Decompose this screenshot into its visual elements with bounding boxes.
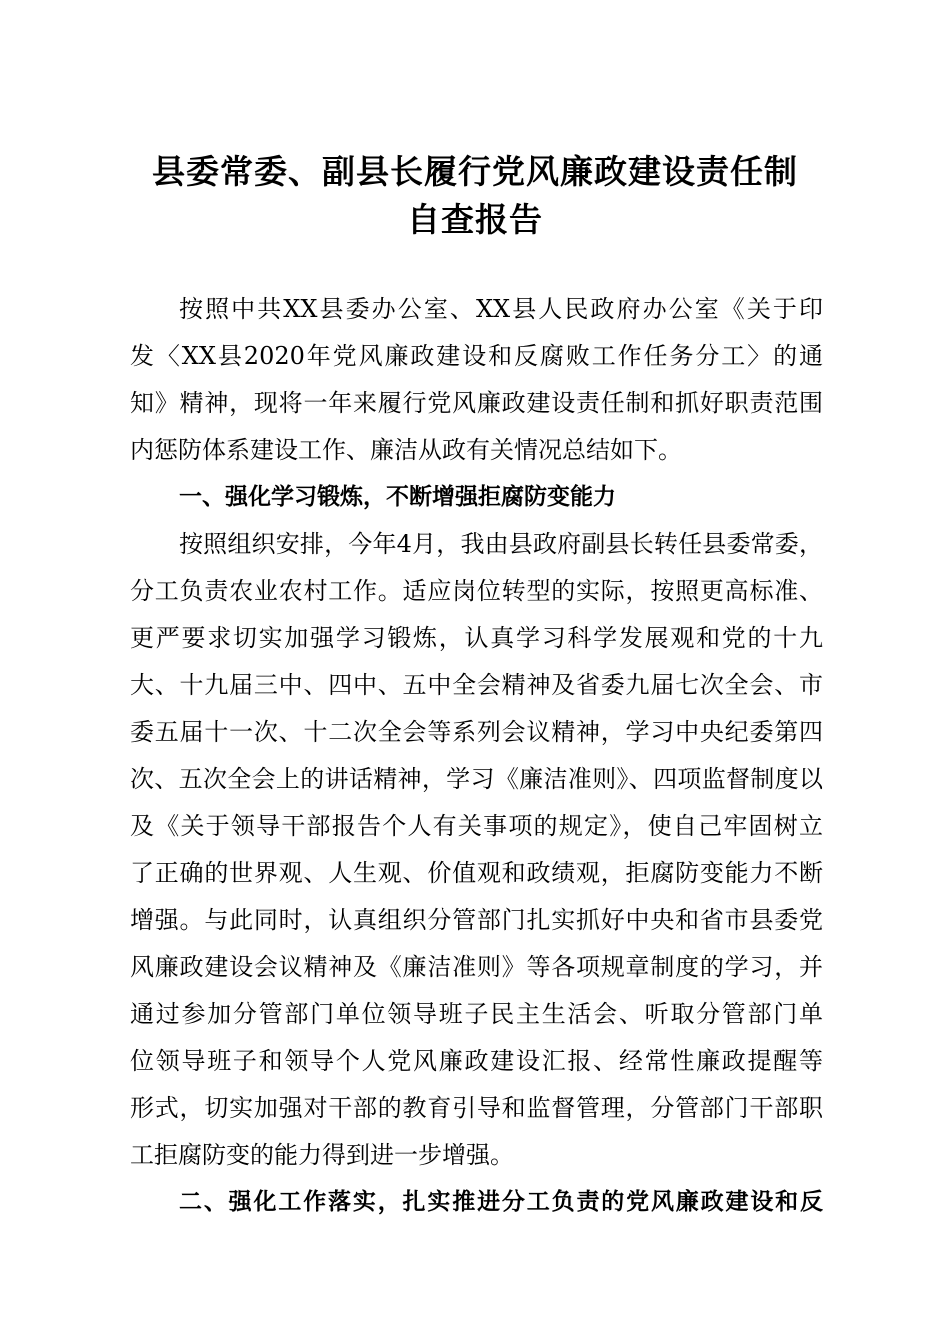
section-1-line: 增强。与此同时，认真组织分管部门扎实抓好中央和省市县委党 (130, 906, 823, 934)
section-1-line: 分工负责农业农村工作。适应岗位转型的实际，按照更高标准、 (130, 577, 823, 605)
section-1-line: 风廉政建设会议精神及《廉洁准则》等各项规章制度的学习，并 (130, 953, 823, 981)
section-1-line: 位领导班子和领导个人党风廉政建设汇报、经常性廉政提醒等 (130, 1047, 823, 1075)
document-title-line-2: 自查报告 (407, 200, 543, 239)
section-1-line: 更严要求切实加强学习锻炼，认真学习科学发展观和党的十九 (130, 624, 823, 652)
intro-line: 按照中共XX县委办公室、XX县人民政府办公室《关于印 (179, 295, 823, 323)
section-1-line: 形式，切实加强对干部的教育引导和监督管理，分管部门干部职 (130, 1094, 823, 1122)
section-1-line: 通过参加分管部门单位领导班子民主生活会、听取分管部门单 (130, 1000, 823, 1028)
section-1-line: 次、五次全会上的讲话精神，学习《廉洁准则》、四项监督制度以 (130, 765, 823, 793)
section-1-line: 委五届十一次、十二次全会等系列会议精神，学习中央纪委第四 (130, 718, 823, 746)
section-1-heading: 一、强化学习锻炼，不断增强拒腐防变能力 (179, 484, 616, 510)
section-1-line: 了正确的世界观、人生观、价值观和政绩观，拒腐防变能力不断 (130, 859, 823, 887)
intro-line: 发〈XX县2020年党风廉政建设和反腐败工作任务分工〉的通 (130, 342, 823, 370)
section-1-line: 工拒腐防变的能力得到进一步增强。 (130, 1141, 514, 1169)
intro-line: 内惩防体系建设工作、廉洁从政有关情况总结如下。 (130, 436, 682, 464)
intro-line: 知》精神，现将一年来履行党风廉政建设责任制和抓好职责范围 (130, 389, 823, 417)
section-1-line: 按照组织安排，今年4月，我由县政府副县长转任县委常委， (179, 530, 823, 558)
document-title-line-1: 县委常委、副县长履行党风廉政建设责任制 (152, 152, 798, 191)
section-1-line: 及《关于领导干部报告个人有关事项的规定》，使自己牢固树立 (130, 812, 823, 840)
section-1-line: 大、十九届三中、四中、五中全会精神及省委九届七次全会、市 (130, 671, 823, 699)
section-2-heading: 二、强化工作落实，扎实推进分工负责的党风廉政建设和反 (179, 1189, 823, 1215)
